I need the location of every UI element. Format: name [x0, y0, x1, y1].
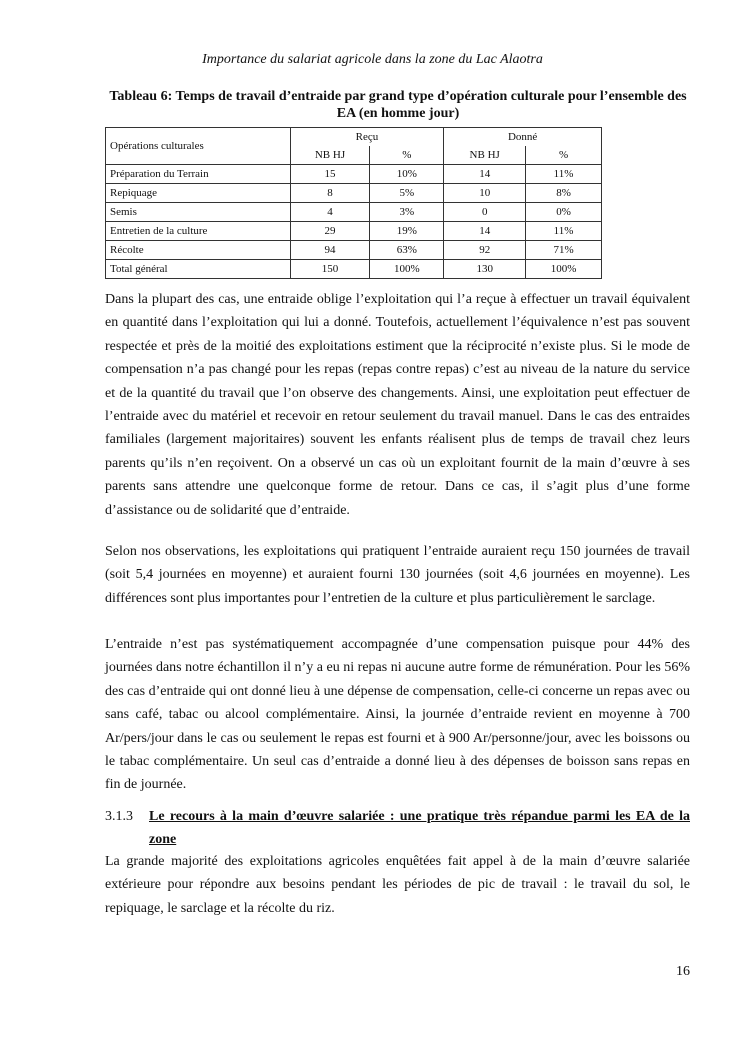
given-pct-cell: 8%: [526, 184, 602, 203]
paragraph-observations: Selon nos observations, les exploitations qui pratiquent l’entraide auraient reçu 150 journées de travail (soit 5,4 journées en moyenne) et auraient fourni 130 journées (soit 4,6 journées en moyenne). Les différences sont plus importantes pour l’entretien de la culture et plus particulièrement le sarclage.: [105, 544, 690, 606]
paragraph-compensation: L’entraide n’est pas systématiquement accompagnée d’une compensation puisque pour 44% des journées dans notre échantillon il n’y a eu ni repas ni aucune autre forme de rémunération. Pour les 56% des cas d’entraide qui ont donné lieu à une dépense de compensation, celle-ci concerne un repas avec ou sans café, tabac ou alcool complémentaire. Ainsi, la journée d’entraide revient en moyenne à 700 Ar/pers/jour dans le cas ou seulement le repas est fourni et à 900 Ar/personne/jour, avec les boissons ou le tabac complémentaire. Un seul cas d’entraide a donné lieu à des dépenses de boisson sans repas en fin de journée.: [105, 637, 690, 793]
data-table: [105, 127, 602, 279]
received-pct-cell: 63%: [370, 241, 444, 260]
table-caption: Tableau 6: Temps de travail d’entraide par grand type d’opération culturale pour l’ensemble des EA (en homme jour): [109, 89, 687, 121]
received-pct-cell: 10%: [370, 165, 444, 184]
running-header: Importance du salariat agricole dans la zone du Lac Alaotra: [202, 52, 543, 67]
given-pct-cell: 71%: [526, 241, 602, 260]
subheader-nb-given: NB HJ: [444, 146, 526, 165]
table-row: [106, 203, 602, 222]
given-pct-cell: 11%: [526, 165, 602, 184]
given-nb-cell: 0: [444, 203, 526, 222]
paragraph-salaried-labour: La grande majorité des exploitations agricoles enquêtées fait appel à de la main d’œuvre salariée extérieure pour répondre aux besoins pendant les périodes de pic de travail : le travail du sol, le repiquage, le sarclage et la récolte du riz.: [105, 854, 690, 916]
received-nb-cell: 15: [290, 165, 370, 184]
received-pct-cell: 19%: [370, 222, 444, 241]
row-label: Préparation du Terrain: [106, 165, 291, 184]
given-pct-cell: 11%: [526, 222, 602, 241]
row-header-cell: Opérations culturales: [106, 128, 291, 165]
given-pct-cell: 0%: [526, 203, 602, 222]
given-nb-cell: 130: [444, 260, 526, 279]
table-total-row: [106, 260, 602, 279]
received-nb-cell: 94: [290, 241, 370, 260]
given-pct-cell: 100%: [526, 260, 602, 279]
table-row: [106, 241, 602, 260]
section-number: 3.1.3: [105, 809, 133, 824]
table-row: [106, 184, 602, 203]
given-nb-cell: 92: [444, 241, 526, 260]
received-pct-cell: 3%: [370, 203, 444, 222]
table-row: [106, 165, 602, 184]
given-nb-cell: 10: [444, 184, 526, 203]
received-nb-cell: 29: [290, 222, 370, 241]
row-label: Semis: [106, 203, 291, 222]
paragraph-reciprocity: Dans la plupart des cas, une entraide oblige l’exploitation qui l’a reçue à effectuer un travail équivalent en quantité dans l’exploitation qui lui a donné. Toutefois, actuellement l’équivalence n’est pas souvent respectée et près de la moitié des exploitations estiment que la réciprocité n’existe plus. Si le mode de compensation n’a pas changé pour les repas (repas contre repas) c’est au niveau de la nature du service et de la quantité du travail que l’on observe des changements. Ainsi, une exploitation peut effectuer de l’entraide avec du matériel et recevoir en retour seulement du travail manuel. Dans le cas des entraides familiales (largement majoritaires) souvent les enfants réalisent plus de temps de travail chez leurs parents qu’ils n’en reçoivent. On a observé un cas où un exploitant fournit de la main d’œuvre à ses parents sans attendre une quelconque forme de retour. Dans ce cas, il s’agit plus d’une forme d’assistance ou de solidarité que d’entraide.: [105, 292, 690, 518]
group-received-header: Reçu: [290, 128, 444, 147]
table-row: [106, 222, 602, 241]
given-nb-cell: 14: [444, 165, 526, 184]
received-nb-cell: 8: [290, 184, 370, 203]
table-header-row: [106, 128, 602, 147]
row-label: Récolte: [106, 241, 291, 260]
row-label: Total général: [106, 260, 291, 279]
section-heading: [105, 805, 690, 851]
received-nb-cell: 4: [290, 203, 370, 222]
received-pct-cell: 100%: [370, 260, 444, 279]
given-nb-cell: 14: [444, 222, 526, 241]
subheader-nb-received: NB HJ: [290, 146, 370, 165]
subheader-pct-given: %: [526, 146, 602, 165]
group-given-header: Donné: [444, 128, 602, 147]
section-title: Le recours à la main d’œuvre salariée : une pratique très répandue parmi les EA de la zone: [149, 809, 690, 847]
row-label: Repiquage: [106, 184, 291, 203]
received-pct-cell: 5%: [370, 184, 444, 203]
page-number: 16: [676, 964, 690, 979]
row-label: Entretien de la culture: [106, 222, 291, 241]
subheader-pct-received: %: [370, 146, 444, 165]
received-nb-cell: 150: [290, 260, 370, 279]
